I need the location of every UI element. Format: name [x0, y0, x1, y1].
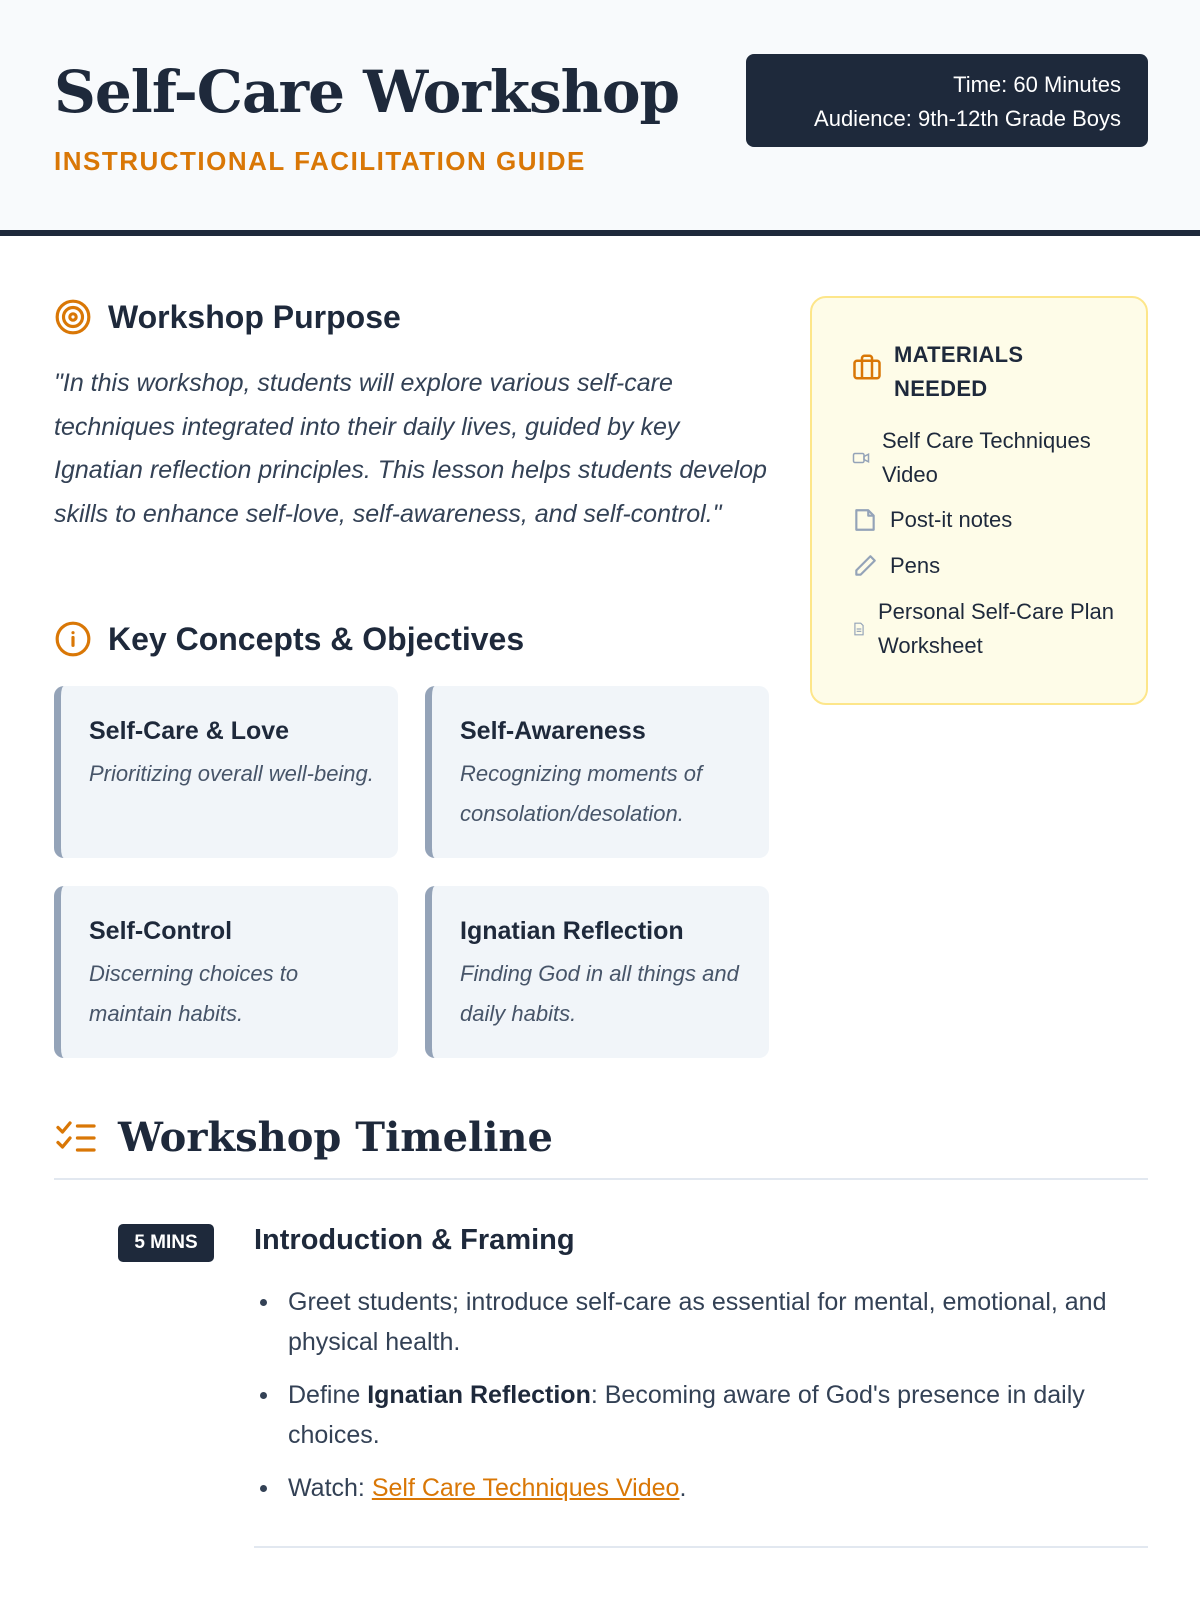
briefcase-icon	[852, 352, 882, 382]
material-item-post-it	[852, 503, 1012, 537]
concept-card-self-control	[54, 886, 398, 1058]
header	[0, 0, 1200, 236]
info-circle-icon	[54, 620, 92, 658]
purpose-heading	[54, 298, 401, 336]
list-item	[254, 1282, 1134, 1362]
sticky-note-icon	[852, 507, 878, 533]
material-item-pens	[852, 549, 940, 583]
materials-heading	[852, 338, 1044, 406]
purpose-text: "In this workshop, students will explore various self-care techniques integrated into their daily lives, guided by key Ignatian reflection principles. This lesson helps students develop skills to enhance self-love, self-awareness, and self-control."	[54, 369, 767, 528]
step-divider	[254, 1546, 1148, 1548]
concept-card-title: Self-Awareness	[460, 717, 646, 745]
meta-box	[746, 54, 1148, 147]
video-icon	[852, 449, 870, 467]
pen-icon	[852, 553, 878, 579]
material-item-video	[852, 424, 1092, 492]
bullet-text: .	[679, 1474, 687, 1502]
document-icon	[852, 622, 866, 636]
bullet-text: Watch:	[288, 1474, 372, 1502]
timeline-heading-text: Workshop Timeline	[118, 1114, 553, 1161]
step-title: Introduction & Framing	[254, 1224, 575, 1256]
concept-card-title: Self-Control	[89, 917, 233, 945]
time-label: Time: 60 Minutes	[953, 72, 1121, 97]
step-bullet-list	[254, 1282, 1134, 1521]
bullet-bold-term: Ignatian Reflection	[367, 1381, 591, 1409]
concept-card-desc: Finding God in all things and daily habits.	[460, 961, 739, 1026]
materials-heading-text: MATERIALS NEEDED	[894, 342, 1024, 401]
concept-card-desc: Prioritizing overall well-being.	[89, 761, 374, 786]
timeline-heading	[54, 1114, 553, 1161]
concepts-heading	[54, 620, 524, 658]
target-icon	[54, 298, 92, 336]
concepts-heading-text: Key Concepts & Objectives	[108, 620, 525, 657]
bullet-text: Define	[288, 1381, 368, 1409]
concept-card-self-awareness	[425, 686, 769, 858]
video-link[interactable]: Self Care Techniques Video	[371, 1474, 680, 1502]
duration-badge: 5 MINS	[118, 1224, 214, 1262]
material-item-label: Pens	[890, 553, 941, 578]
timeline-divider	[54, 1178, 1148, 1180]
concept-card-self-care	[54, 686, 398, 858]
list-item	[254, 1375, 1134, 1455]
bullet-text: Greet students; introduce self-care as essential for mental, emotional, and physical health.	[288, 1288, 1107, 1356]
concept-card-ignatian-reflection	[425, 886, 769, 1058]
material-item-label: Post-it notes	[890, 507, 1013, 532]
material-item-worksheet	[852, 595, 1118, 663]
list-item	[254, 1468, 1134, 1508]
material-item-label: Personal Self-Care Plan Worksheet	[878, 599, 1115, 658]
materials-panel	[810, 296, 1148, 705]
purpose-heading-text: Workshop Purpose	[108, 298, 401, 335]
material-item-label: Self Care Techniques Video	[882, 428, 1091, 487]
bullet-text: : Becoming aware of God's presence in daily choices.	[288, 1381, 1085, 1449]
concept-card-desc: Recognizing moments of consolation/desolation.	[460, 761, 703, 826]
concept-card-desc: Discerning choices to maintain habits.	[89, 961, 299, 1026]
audience-label: Audience: 9th-12th Grade Boys	[814, 106, 1121, 131]
concept-card-title: Ignatian Reflection	[460, 917, 684, 945]
checklist-icon	[54, 1120, 98, 1156]
page-title: Self-Care Workshop	[54, 58, 680, 126]
page-subtitle: INSTRUCTIONAL FACILITATION GUIDE	[54, 146, 586, 176]
concept-card-title: Self-Care & Love	[89, 717, 290, 745]
